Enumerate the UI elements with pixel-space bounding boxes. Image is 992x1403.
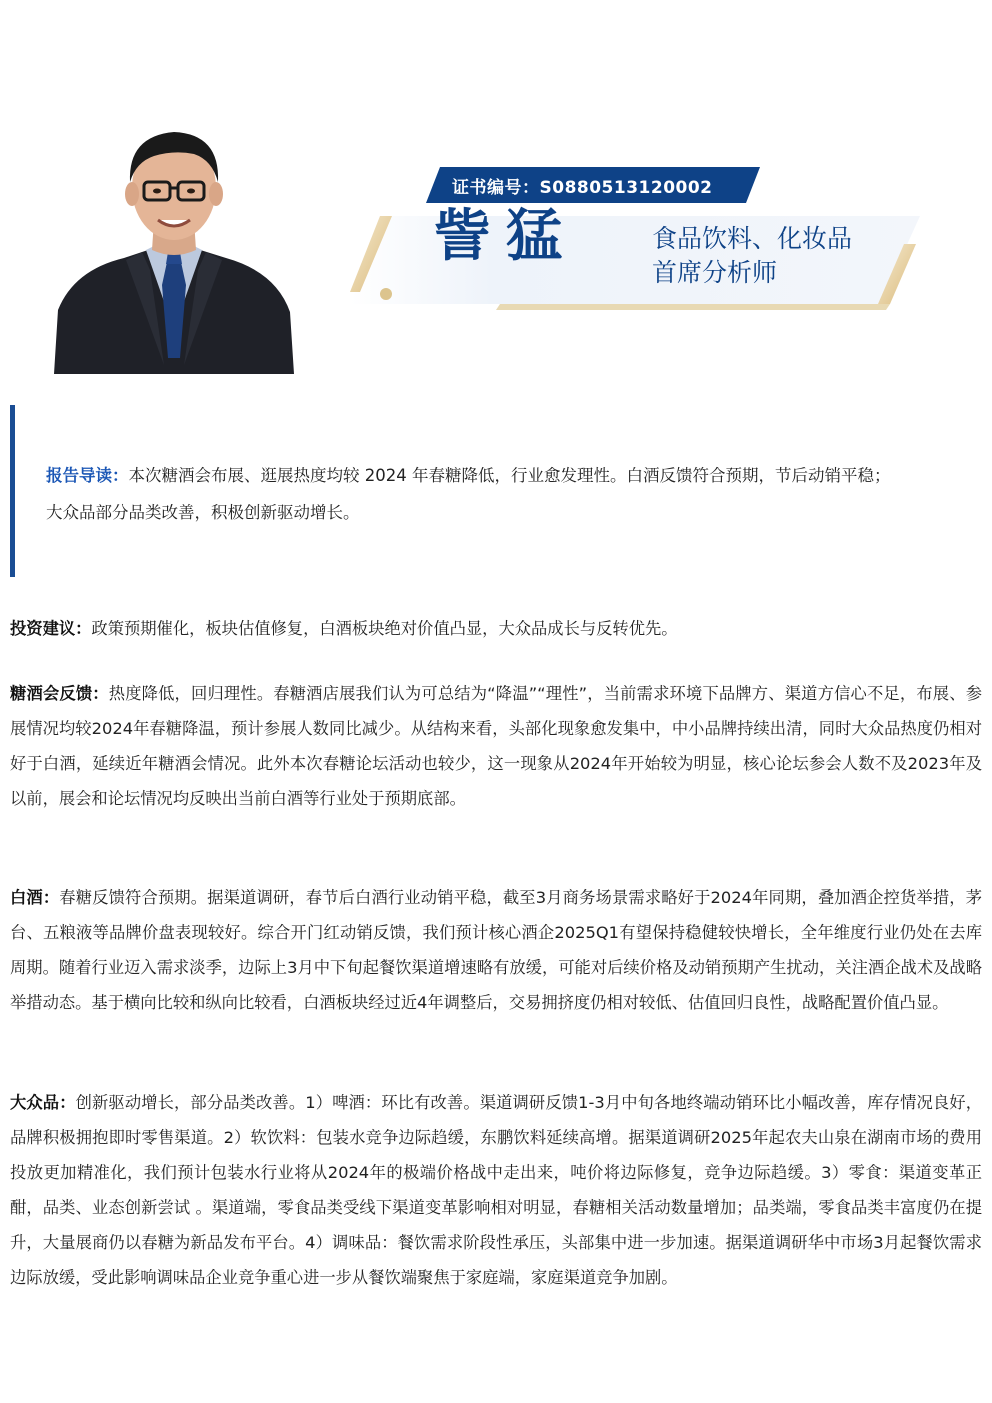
analyst-title (652, 222, 852, 290)
summary-body: 本次糖酒会布展、逛展热度均较 2024 年春糖降低，行业愈发理性。白酒反馈符合预期，节后动销平稳；大众品部分品类改善，积极创新驱动增长。 (46, 466, 891, 522)
analyst-photo (54, 120, 294, 374)
section-investment-advice (10, 611, 982, 646)
section-baijiu (10, 880, 982, 1020)
section-heading: 糖酒会反馈： (10, 684, 109, 703)
certificate-number: 证书编号：S0880513120002 (452, 178, 713, 198)
section-body: 创新驱动增长，部分品类改善。1）啤酒：环比有改善。渠道调研反馈1-3月中旬各地终端动销环比小幅改善，库存情况良好，品牌积极拥抱即时零售渠道。2）软饮料：包装水竞争边际趋缓，东鹏饮料延续高增。据渠道调研2025年起农夫山泉在湖南市场的费用投放更加精准化，我们预计包装水行业将从2024年的极端价格战中走出来，吨价将边际修复，竞争边际趋缓。3）零食：渠道变革正酣，品类、业态创新尝试 。渠道端，零食品类受线下渠道变革影响相对明显，春糖相关活动数量增加；品类端，零食品类丰富度仍在提升，大量展商仍以春糖为新品发布平台。4）调味品：餐饮需求阶段性承压，头部集中进一步加速。据渠道调研华中市场3月起餐饮需求边际放缓，受此影响调味品企业竞争重心进一步从餐饮端聚焦于家庭端，家庭渠道竞争加剧。 (10, 1093, 982, 1287)
section-heading: 大众品： (10, 1093, 76, 1112)
section-mass-consumer (10, 1085, 982, 1295)
section-body: 政策预期催化，板块估值修复，白酒板块绝对价值凸显，大众品成长与反转优先。 (91, 619, 678, 638)
section-fair-feedback (10, 676, 982, 816)
analyst-title-line-2: 首席分析师 (652, 258, 778, 287)
report-summary (10, 405, 910, 577)
section-body: 热度降低，回归理性。春糖酒店展我们认为可总结为“降温”“理性”，当前需求环境下品牌方、渠道方信心不足，布展、参展情况均较2024年春糖降温，预计参展人数同比减少。从结构来看，头部化现象愈发集中，中小品牌持续出清，同时大众品热度仍相对好于白酒，延续近年糖酒会情况。此外本次春糖论坛活动也较少，这一现象从2024年开始较为明显，核心论坛参会人数不及2023年及以前，展会和论坛情况均反映出当前白酒等行业处于预期底部。 (10, 684, 982, 808)
analyst-name: 訾猛 (434, 203, 578, 269)
certificate-badge (426, 167, 760, 203)
summary-accent-bar (10, 405, 15, 577)
section-body: 春糖反馈符合预期。据渠道调研，春节后白酒行业动销平稳，截至3月商务场景需求略好于2024年同期，叠加酒企控货举措，茅台、五粮液等品牌价盘表现较好。综合开门红动销反馈，我们预计核心酒企2025Q1有望保持稳健较快增长，全年维度行业仍处在去库周期。随着行业迈入需求淡季，边际上3月中下旬起餐饮渠道增速略有放缓，可能对后续价格及动销预期产生扰动，关注酒企战术及战略举措动态。基于横向比较和纵向比较看，白酒板块经过近4年调整后，交易拥挤度仍相对较低、估值回归良性，战略配置价值凸显。 (10, 888, 982, 1012)
analyst-title-line-1: 食品饮料、化妆品 (652, 224, 853, 253)
section-heading: 投资建议： (10, 619, 92, 638)
summary-lead-label: 报告导读： (46, 466, 129, 485)
analyst-portrait-image (54, 120, 294, 374)
section-heading: 白酒： (10, 888, 60, 907)
summary-text-block (46, 457, 906, 531)
